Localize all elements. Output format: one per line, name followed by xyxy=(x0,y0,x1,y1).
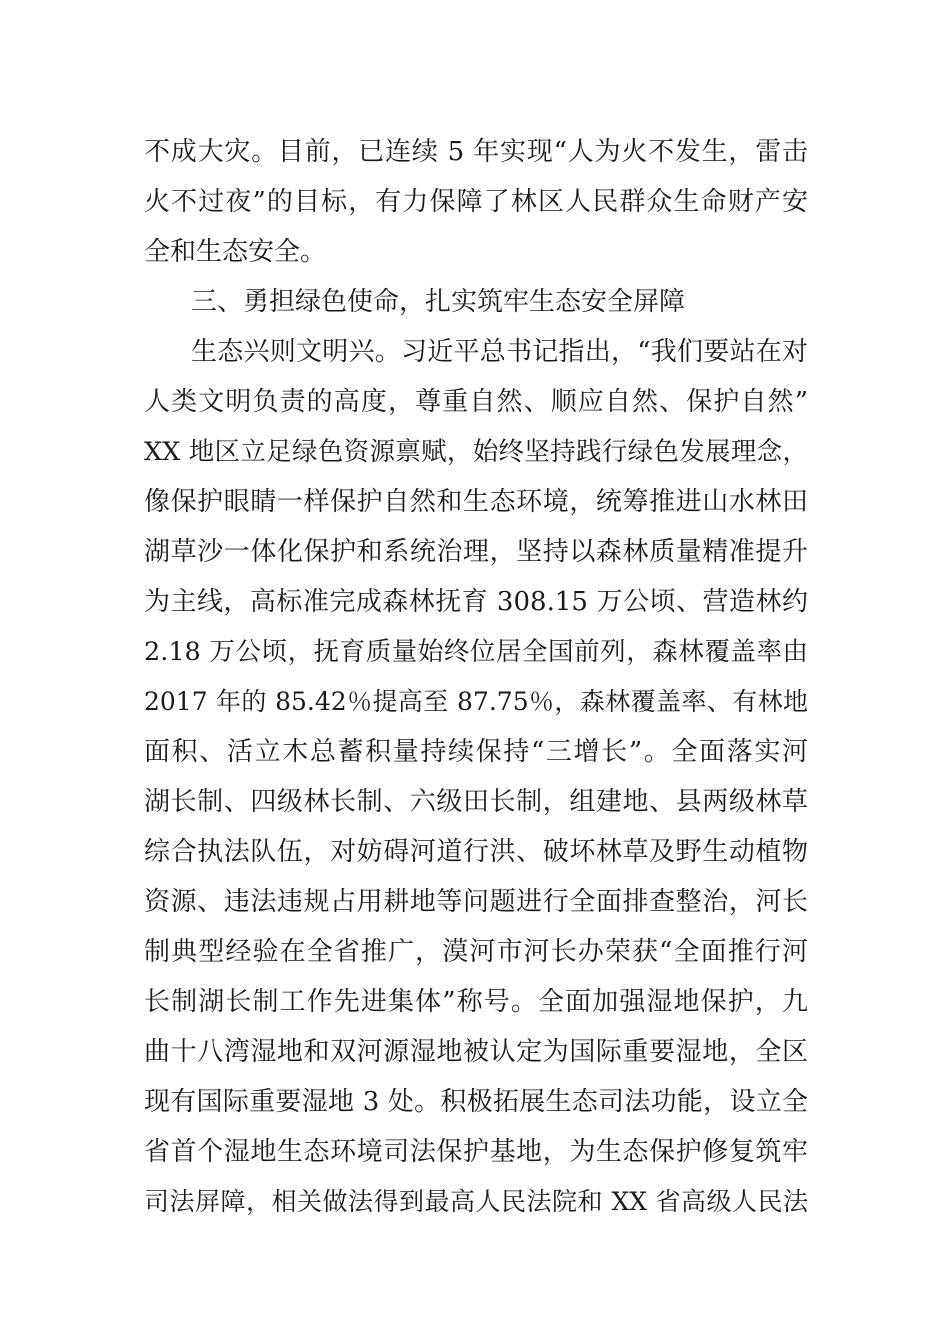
text-line: 曲十八湾湿地和双河源湿地被认定为国际重要湿地，全区 xyxy=(144,1037,808,1067)
text-line: 司法屏障，相关做法得到最高人民法院和 XX 省高级人民法 xyxy=(144,1187,808,1216)
text-line: 省首个湿地生态环境司法保护基地，为生态保护修复筑牢 xyxy=(144,1137,808,1167)
text-line: 全和生态安全。 xyxy=(144,237,327,267)
text-line: 综合执法队伍，对妨碍河道行洪、破坏林草及野生动植物 xyxy=(144,837,808,867)
text-line: 资源、违法违规占用耕地等问题进行全面排查整治，河长 xyxy=(144,887,808,917)
text-line: 面积、活立木总蓄积量持续保持“三增长”。全面落实河 xyxy=(144,737,808,767)
text-line: 制典型经验在全省推广，漠河市河长办荣获“全面推行河 xyxy=(144,937,808,967)
body-text xyxy=(144,127,808,1227)
text-line: 2017 年的 85.42％提高至 87.75％，森林覆盖率、有林地 xyxy=(144,687,808,716)
text-line: 湖长制、四级林长制、六级田长制，组建地、县两级林草 xyxy=(144,787,808,817)
text-line: 为主线，高标准完成森林抚育 308.15 万公顷、营造林约 xyxy=(144,587,808,617)
text-line: 湖草沙一体化保护和系统治理，坚持以森林质量精准提升 xyxy=(144,537,808,567)
text-line: 人类文明负责的高度，尊重自然、顺应自然、保护自然” xyxy=(144,387,808,417)
text-line: 长制湖长制工作先进集体”称号。全面加强湿地保护，九 xyxy=(144,987,808,1017)
text-line: XX 地区立足绿色资源禀赋，始终坚持践行绿色发展理念， xyxy=(144,437,808,467)
section-heading: 三、勇担绿色使命，扎实筑牢生态安全屏障 xyxy=(191,287,686,317)
text-line: 像保护眼睛一样保护自然和生态环境，统筹推进山水林田 xyxy=(144,487,808,517)
text-line: 现有国际重要湿地 3 处。积极拓展生态司法功能，设立全 xyxy=(144,1087,808,1117)
text-line: 不成大灾。目前，已连续 5 年实现“人为火不发生，雷击 xyxy=(144,137,808,167)
text-line: 2.18 万公顷，抚育质量始终位居全国前列，森林覆盖率由 xyxy=(144,637,808,667)
text-line: 火不过夜”的目标，有力保障了林区人民群众生命财产安 xyxy=(144,187,808,217)
text-line: 生态兴则文明兴。习近平总书记指出，“我们要站在对 xyxy=(191,337,808,367)
